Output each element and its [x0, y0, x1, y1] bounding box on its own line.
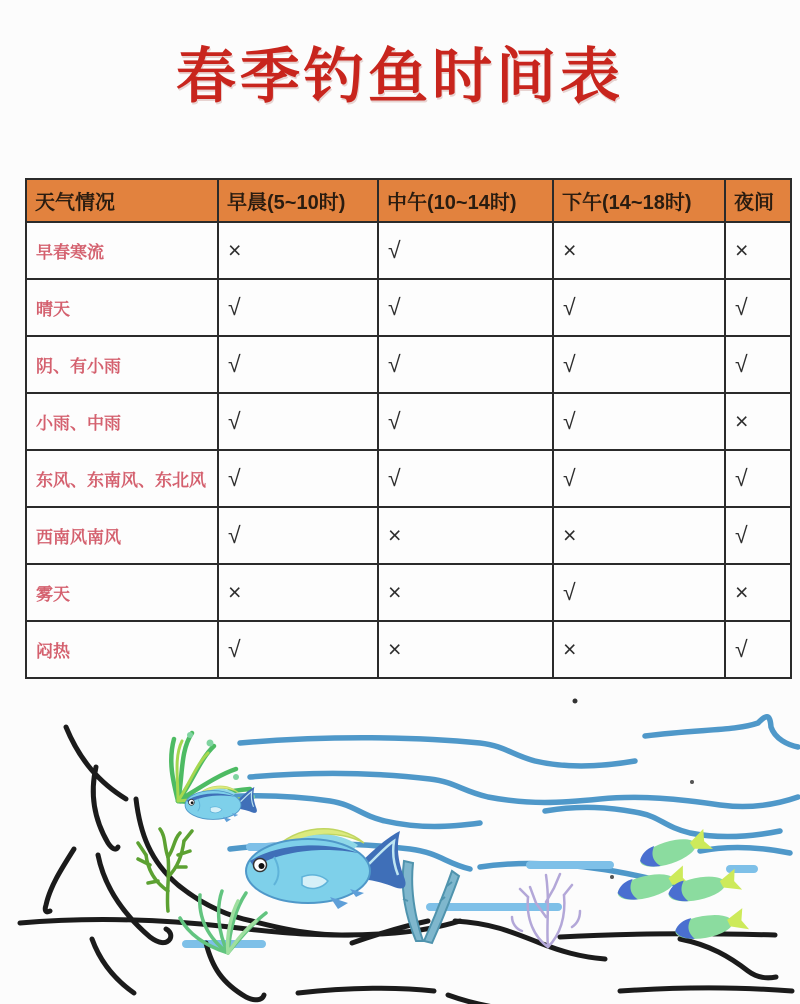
mark-cell: √: [553, 450, 725, 507]
table-row: [26, 621, 791, 678]
speck-dot: [610, 875, 614, 879]
mark-cell: √: [553, 279, 725, 336]
mark-cell: ×: [725, 564, 791, 621]
table-row: [26, 336, 791, 393]
rock-outline: [206, 943, 264, 1000]
table-row: [26, 507, 791, 564]
seabed-line: [620, 988, 792, 991]
table-row: [26, 564, 791, 621]
header-noon: 中午(10~14时): [378, 179, 553, 222]
mark-cell: ×: [218, 564, 378, 621]
row-label: 雾天: [26, 564, 218, 621]
underwater-illustration: [0, 681, 800, 1004]
header-row: [26, 179, 791, 222]
rock-outline: [93, 767, 118, 849]
mark-cell: √: [553, 393, 725, 450]
seabed-line: [298, 988, 434, 993]
table-row: [26, 222, 791, 279]
seabed-line: [455, 921, 605, 959]
small-green-fish: [673, 908, 749, 943]
row-label: 闷热: [26, 621, 218, 678]
row-label: 阴、有小雨: [26, 336, 218, 393]
rock-outline: [45, 849, 74, 912]
water-current-line: [545, 807, 780, 836]
header-morning: 早晨(5~10时): [218, 179, 378, 222]
mark-cell: √: [218, 279, 378, 336]
large-blue-fish: [246, 829, 406, 909]
mark-cell: ×: [378, 507, 553, 564]
seabed-line: [680, 939, 776, 978]
mark-cell: √: [378, 279, 553, 336]
mark-cell: √: [218, 450, 378, 507]
mark-cell: ×: [553, 222, 725, 279]
row-label: 西南风南风: [26, 507, 218, 564]
row-label: 小雨、中雨: [26, 393, 218, 450]
mark-cell: √: [725, 507, 791, 564]
mark-cell: √: [378, 450, 553, 507]
mark-cell: √: [218, 507, 378, 564]
row-label: 晴天: [26, 279, 218, 336]
rock-outline: [92, 939, 134, 993]
seabed-line: [560, 934, 775, 937]
mark-cell: ×: [725, 393, 791, 450]
header-weather: 天气情况: [26, 179, 218, 222]
speck-dot: [690, 780, 694, 784]
mark-cell: √: [378, 222, 553, 279]
mark-cell: √: [725, 621, 791, 678]
mark-cell: ×: [378, 564, 553, 621]
mark-cell: ×: [553, 621, 725, 678]
mark-cell: √: [218, 393, 378, 450]
header-afternoon: 下午(14~18时): [553, 179, 725, 222]
mark-cell: √: [725, 279, 791, 336]
mark-cell: √: [725, 450, 791, 507]
fishing-timetable: [25, 178, 792, 679]
speck-dot: [573, 699, 578, 704]
mark-cell: ×: [553, 507, 725, 564]
mark-cell: √: [553, 564, 725, 621]
mark-cell: ×: [725, 222, 791, 279]
mark-cell: √: [378, 393, 553, 450]
header-night: 夜间: [725, 179, 791, 222]
mark-cell: ×: [378, 621, 553, 678]
table-row: [26, 279, 791, 336]
mark-cell: √: [378, 336, 553, 393]
mark-cell: √: [218, 336, 378, 393]
table-row: [26, 450, 791, 507]
row-label: 东风、东南风、东北风: [26, 450, 218, 507]
table-row: [26, 393, 791, 450]
mark-cell: √: [725, 336, 791, 393]
water-current-line: [700, 847, 790, 853]
row-label: 早春寒流: [26, 222, 218, 279]
seabed-line: [448, 995, 528, 1004]
mark-cell: ×: [218, 222, 378, 279]
page-title: 春季钓鱼时间表: [176, 43, 624, 110]
mark-cell: √: [218, 621, 378, 678]
mark-cell: √: [553, 336, 725, 393]
water-current-line: [240, 738, 635, 766]
rock-outline: [66, 727, 126, 799]
water-current-line: [645, 717, 798, 747]
